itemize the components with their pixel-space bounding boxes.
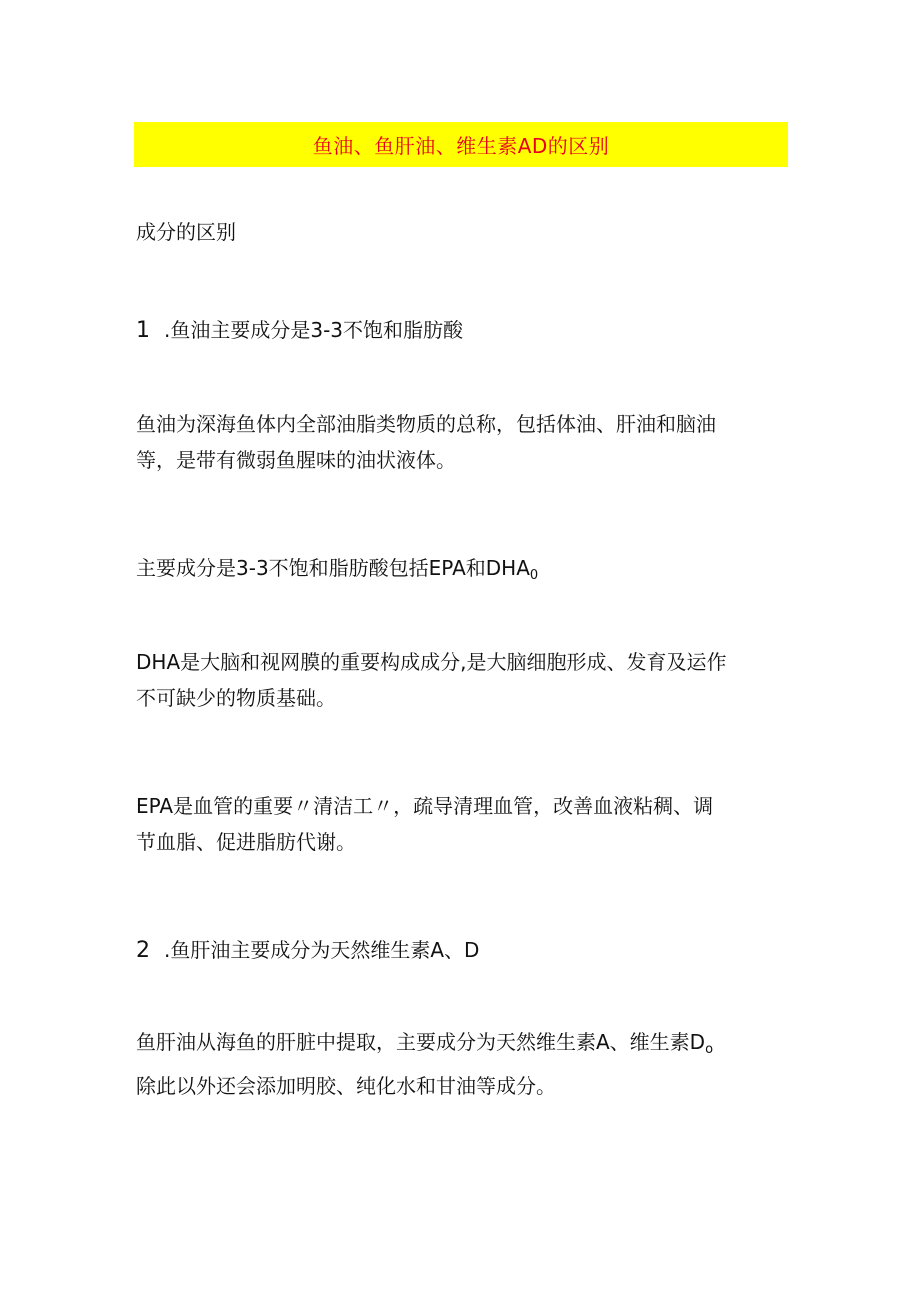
paragraph-cod-liver-oil-line-1 [136, 1024, 786, 1068]
item-2-heading [136, 932, 786, 969]
paragraph-epa-line-1: EPA是血管的重要〃清洁工〃，疏导清理血管，改善血液粘稠、调 [136, 794, 714, 818]
paragraph-cod-liver-oil-line-2: 除此以外还会添加明胶、纯化水和甘油等成分。 [136, 1074, 556, 1098]
paragraph-cod-liver-oil-line-1-sub: o [705, 1042, 714, 1057]
paragraph-main-components-sub: 0 [529, 568, 539, 583]
section-heading [136, 214, 786, 250]
paragraph-main-components [136, 550, 786, 594]
paragraph-dha [136, 644, 786, 716]
paragraph-fish-oil-line-1: 鱼油为深海鱼体内全部油脂类物质的总称，包括体油、肝油和脑油 [136, 412, 716, 436]
paragraph-dha-line-2: 不可缺少的物质基础。 [136, 686, 336, 710]
paragraph-epa [136, 788, 786, 860]
paragraph-main-components-line [136, 550, 786, 594]
item-1-number: 1 [136, 318, 150, 343]
paragraph-epa-line-2: 节血脂、促进脂肪代谢。 [136, 830, 356, 854]
document-title: 鱼油、鱼肝油、维生素AD的区别 [312, 134, 610, 158]
paragraph-cod-liver-oil [136, 1024, 786, 1104]
item-2-line [136, 932, 786, 969]
item-1-line [136, 312, 786, 349]
paragraph-dha-line-1: DHA是大脑和视网膜的重要构成成分,是大脑细胞形成、发育及运作 [136, 650, 727, 674]
title-banner [134, 122, 788, 167]
item-2-number: 2 [136, 938, 150, 963]
paragraph-cod-liver-oil-line-1-text: 鱼肝油从海鱼的肝脏中提取，主要成分为天然维生素A、维生素D [136, 1030, 706, 1054]
paragraph-fish-oil [136, 406, 786, 478]
paragraph-fish-oil-line-2: 等，是带有微弱鱼腥味的油状液体。 [136, 448, 456, 472]
section-heading-text: 成分的区别 [136, 220, 236, 244]
item-1-heading [136, 312, 786, 349]
item-2-text: .鱼肝油主要成分为天然维生素A、D [164, 938, 480, 962]
paragraph-main-components-text: 主要成分是3-3不饱和脂肪酸包括EPA和DHA [136, 556, 530, 580]
item-1-text: .鱼油主要成分是3-3不饱和脂肪酸 [164, 318, 464, 342]
